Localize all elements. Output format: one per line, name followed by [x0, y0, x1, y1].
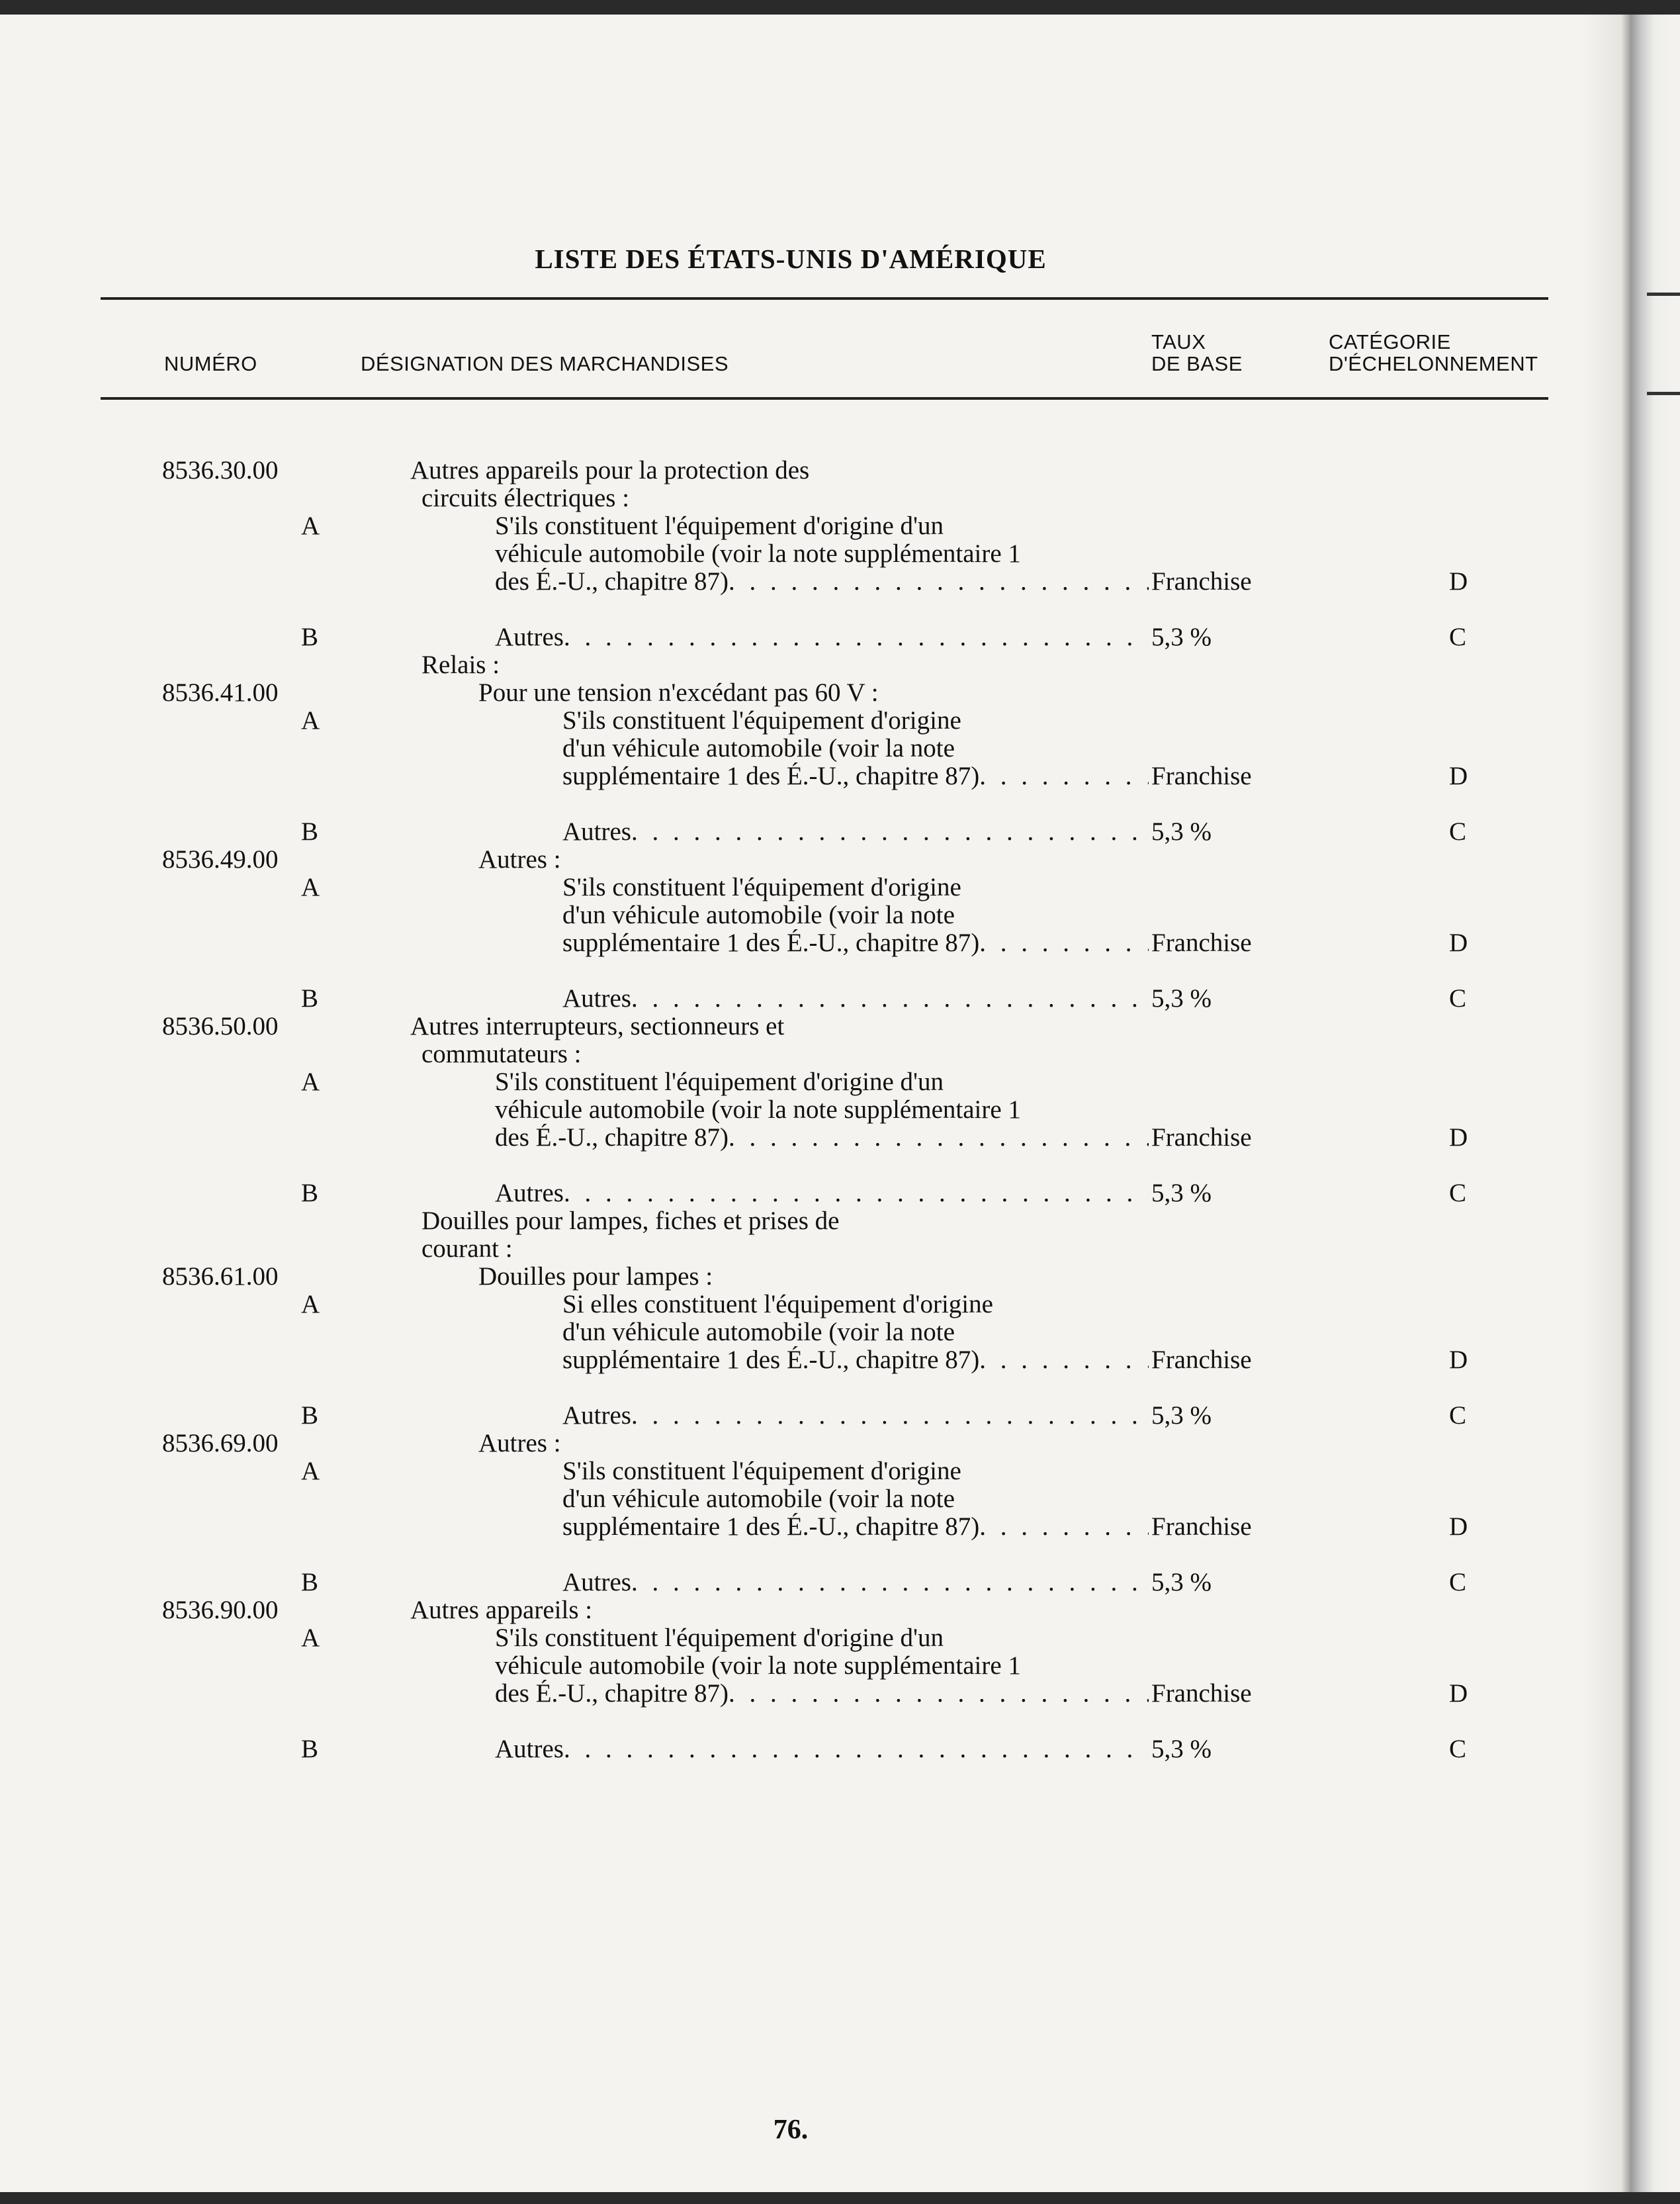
table-row [0, 484, 1581, 512]
base-rate: Franchise [1151, 762, 1252, 790]
base-rate: Franchise [1151, 1512, 1252, 1541]
sub-item-letter: B [301, 1568, 319, 1596]
designation-text: d'un véhicule automobile (voir la note [562, 1318, 955, 1346]
column-header-designation: DÉSIGNATION DES MARCHANDISES [361, 352, 729, 375]
base-rate: 5,3 % [1151, 1568, 1212, 1596]
table-row [0, 985, 1581, 1013]
dot-leader [979, 929, 1149, 957]
dot-leader [631, 1569, 1149, 1596]
column-header-taux-line1: TAUX [1151, 330, 1206, 353]
designation-text: Pour une tension n'excédant pas 60 V : [478, 678, 879, 707]
dot-leader [631, 818, 1149, 846]
sub-item-letter: A [301, 1624, 320, 1652]
sub-item-letter: B [301, 1401, 319, 1430]
sub-item-letter: A [301, 1290, 320, 1318]
designation-with-leader [495, 1179, 1149, 1207]
staging-category: D [1449, 1123, 1468, 1152]
designation-text: Si elles constituent l'équipement d'origine [562, 1290, 993, 1318]
table-row [0, 874, 1581, 901]
tariff-number: 8536.49.00 [162, 845, 279, 874]
table-row [0, 1735, 1581, 1763]
sub-item-letter: B [301, 817, 319, 846]
base-rate: 5,3 % [1151, 817, 1212, 846]
base-rate: Franchise [1151, 929, 1252, 957]
sub-item-letter: B [301, 984, 319, 1013]
table-row [0, 1318, 1581, 1346]
staging-category: D [1449, 567, 1468, 596]
dot-leader [729, 568, 1149, 596]
designation-text: supplémentaire 1 des É.-U., chapitre 87) [562, 1513, 980, 1541]
designation-text: Autres [495, 623, 564, 651]
table-row [0, 1624, 1581, 1652]
dot-leader [564, 1179, 1149, 1207]
dot-leader [979, 1346, 1149, 1374]
tariff-number: 8536.30.00 [162, 456, 279, 484]
designation-text: Autres interrupteurs, sectionneurs et [410, 1012, 785, 1040]
dot-leader [564, 623, 1149, 651]
designation-text: Douilles pour lampes : [478, 1262, 713, 1291]
tariff-number: 8536.90.00 [162, 1596, 279, 1624]
staging-category: C [1449, 1401, 1467, 1430]
table-row [0, 707, 1581, 735]
designation-text: Autres [562, 985, 631, 1013]
designation-text: courant : [421, 1234, 513, 1263]
table-row [0, 1485, 1581, 1513]
tariff-number: 8536.69.00 [162, 1429, 279, 1457]
table-row [0, 679, 1581, 707]
table-row [0, 901, 1581, 929]
page-title: LISTE DES ÉTATS-UNIS D'AMÉRIQUE [535, 244, 1047, 274]
table-row [0, 762, 1581, 790]
designation-text: Autres appareils : [410, 1596, 593, 1624]
staging-category: C [1449, 1568, 1467, 1596]
table-row [0, 1124, 1581, 1152]
column-header-categorie-line1: CATÉGORIE [1329, 330, 1451, 353]
column-header-taux-line2: DE BASE [1151, 352, 1243, 375]
sub-item-letter: B [301, 1735, 319, 1763]
table-row [0, 651, 1581, 679]
tariff-number: 8536.41.00 [162, 678, 279, 707]
base-rate: Franchise [1151, 1679, 1252, 1708]
designation-text: véhicule automobile (voir la note supplémentaire 1 [495, 1095, 1021, 1124]
table-row [0, 1346, 1581, 1374]
table-row [0, 1040, 1581, 1068]
designation-with-leader [562, 1569, 1149, 1596]
designation-text: Douilles pour lampes, fiches et prises de [421, 1207, 840, 1235]
designation-with-leader [495, 623, 1149, 651]
staging-category: D [1449, 1512, 1468, 1541]
binding-mark [1647, 293, 1680, 296]
table-row [0, 1096, 1581, 1124]
designation-text: véhicule automobile (voir la note supplémentaire 1 [495, 539, 1021, 568]
sub-item-letter: A [301, 1068, 320, 1096]
table-row [0, 512, 1581, 540]
page-number: 76. [773, 2115, 809, 2145]
table-row [0, 846, 1581, 874]
column-header-numero: NUMÉRO [164, 352, 257, 375]
binding-mark [1647, 392, 1680, 395]
designation-with-leader [562, 762, 1149, 790]
designation-text: Relais : [421, 651, 500, 679]
designation-text: S'ils constituent l'équipement d'origine [562, 1457, 961, 1485]
base-rate: Franchise [1151, 1346, 1252, 1374]
dot-leader [729, 1124, 1149, 1152]
staging-category: D [1449, 929, 1468, 957]
table-row [0, 1207, 1581, 1235]
table-row [0, 623, 1581, 651]
dot-leader [631, 985, 1149, 1013]
designation-text: des É.-U., chapitre 87) [495, 568, 729, 596]
page-binding-edge [1581, 15, 1680, 2192]
designation-with-leader [562, 1402, 1149, 1430]
table-row [0, 818, 1581, 846]
header-bottom-rule [101, 397, 1548, 400]
designation-text: Autres [562, 818, 631, 846]
table-row [0, 1068, 1581, 1096]
table-row [0, 1680, 1581, 1708]
table-row [0, 1263, 1581, 1291]
designation-with-leader [562, 1513, 1149, 1541]
designation-text: Autres [562, 1402, 631, 1430]
designation-text: S'ils constituent l'équipement d'origine d'un [495, 1068, 944, 1096]
designation-text: supplémentaire 1 des É.-U., chapitre 87) [562, 929, 980, 957]
designation-with-leader [495, 1680, 1149, 1708]
table-row [0, 1179, 1581, 1207]
sub-item-letter: B [301, 623, 319, 651]
tariff-number: 8536.61.00 [162, 1262, 279, 1291]
staging-category: C [1449, 623, 1467, 651]
staging-category: D [1449, 762, 1468, 790]
header-top-rule [101, 297, 1548, 300]
designation-with-leader [562, 929, 1149, 957]
designation-with-leader [562, 985, 1149, 1013]
base-rate: Franchise [1151, 567, 1252, 596]
designation-text: commutateurs : [421, 1040, 582, 1068]
designation-text: Autres [495, 1735, 564, 1763]
designation-text: Autres : [478, 845, 561, 874]
designation-text: des É.-U., chapitre 87) [495, 1680, 729, 1708]
staging-category: C [1449, 1179, 1467, 1207]
designation-with-leader [495, 568, 1149, 596]
designation-text: S'ils constituent l'équipement d'origine d'un [495, 1624, 944, 1652]
document-page [0, 15, 1581, 2192]
designation-text: des É.-U., chapitre 87) [495, 1124, 729, 1152]
table-row [0, 1596, 1581, 1624]
designation-text: Autres : [478, 1429, 561, 1457]
table-row [0, 1013, 1581, 1040]
table-row [0, 929, 1581, 957]
base-rate: 5,3 % [1151, 623, 1212, 651]
base-rate: 5,3 % [1151, 984, 1212, 1013]
dot-leader [564, 1735, 1149, 1763]
designation-with-leader [495, 1124, 1149, 1152]
designation-text: supplémentaire 1 des É.-U., chapitre 87) [562, 762, 980, 790]
table-row [0, 735, 1581, 762]
table-row [0, 1430, 1581, 1457]
designation-text: S'ils constituent l'équipement d'origine [562, 706, 961, 735]
table-row [0, 457, 1581, 484]
column-header-categorie-line2: D'ÉCHELONNEMENT [1329, 352, 1538, 375]
staging-category: D [1449, 1679, 1468, 1708]
staging-category: C [1449, 817, 1467, 846]
designation-text: Autres appareils pour la protection des [410, 456, 810, 484]
table-row [0, 1291, 1581, 1318]
dot-leader [979, 1513, 1149, 1541]
base-rate: 5,3 % [1151, 1401, 1212, 1430]
base-rate: 5,3 % [1151, 1179, 1212, 1207]
designation-with-leader [495, 1735, 1149, 1763]
dot-leader [729, 1680, 1149, 1708]
designation-text: S'ils constituent l'équipement d'origine [562, 873, 961, 901]
tariff-number: 8536.50.00 [162, 1012, 279, 1040]
sub-item-letter: A [301, 1457, 320, 1485]
designation-text: supplémentaire 1 des É.-U., chapitre 87) [562, 1346, 980, 1374]
designation-text: d'un véhicule automobile (voir la note [562, 901, 955, 929]
sub-item-letter: A [301, 512, 320, 540]
table-row [0, 1513, 1581, 1541]
sub-item-letter: B [301, 1179, 319, 1207]
base-rate: Franchise [1151, 1123, 1252, 1152]
base-rate: 5,3 % [1151, 1735, 1212, 1763]
table-row [0, 540, 1581, 568]
table-row [0, 1402, 1581, 1430]
designation-text: circuits électriques : [421, 484, 630, 512]
table-row [0, 1235, 1581, 1263]
designation-text: S'ils constituent l'équipement d'origine d'un [495, 512, 944, 540]
designation-text: Autres [562, 1569, 631, 1596]
staging-category: C [1449, 1735, 1467, 1763]
table-row [0, 568, 1581, 596]
sub-item-letter: A [301, 873, 320, 901]
staging-category: C [1449, 984, 1467, 1013]
designation-text: Autres [495, 1179, 564, 1207]
designation-text: véhicule automobile (voir la note supplémentaire 1 [495, 1651, 1021, 1680]
table-row [0, 1652, 1581, 1680]
table-row [0, 1569, 1581, 1596]
staging-category: D [1449, 1346, 1468, 1374]
dot-leader [979, 762, 1149, 790]
table-row [0, 1457, 1581, 1485]
dot-leader [631, 1402, 1149, 1430]
sub-item-letter: A [301, 706, 320, 735]
designation-with-leader [562, 1346, 1149, 1374]
designation-text: d'un véhicule automobile (voir la note [562, 1485, 955, 1513]
designation-text: d'un véhicule automobile (voir la note [562, 734, 955, 762]
designation-with-leader [562, 818, 1149, 846]
